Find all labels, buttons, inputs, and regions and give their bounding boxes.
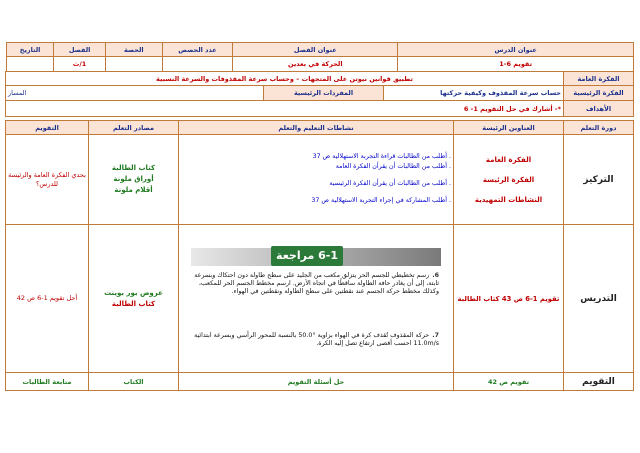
focus-resource-1: كتاب الطالبة	[111, 164, 156, 172]
teaching-stage: التدريس	[564, 225, 634, 373]
assessment-resources: الكتاب	[89, 373, 179, 391]
assessment-header: التقويم	[6, 121, 89, 135]
question-7-text: حركة المقذوف تُقذف كرة في الهواء بزاوية °50.0 بالنسبة للمحور الرأسي وبسرعة ابتدائية 11.0m/s احسب أقصى ارتفاع تصل إليه الكرة.	[194, 331, 439, 347]
chapter-value: الحركة في بعدين	[233, 57, 398, 72]
review-title: 6-1 مراجعة	[271, 246, 343, 266]
focus-resource-3: أقلام ملونة	[114, 186, 153, 194]
focus-activity-4: . أطلب المشاركة في إجراء التجربة الاستهلالية ص 37	[311, 197, 451, 204]
class-header: الحصة	[106, 43, 163, 57]
general-idea-value: تطبيق قوانين نيوتن على المتجهات – وحساب سرعة المقذوفات والسرعة النسبية	[5, 72, 563, 86]
main-idea-label: الفكرة الرئيسية	[564, 86, 634, 101]
learning-cycle-header: دورة التعلم	[564, 121, 634, 135]
lesson-value: تقويم 6-1	[398, 57, 634, 72]
assessment-activities: حل أسئلة التقويم	[179, 373, 454, 391]
focus-heading-intro: النشاطات التمهيدية	[474, 195, 543, 204]
resources-header: مصادر التعلم	[89, 121, 179, 135]
header-table	[6, 42, 634, 72]
vocab-value: المسار	[5, 86, 263, 101]
main-idea-value: حساب سرعة المقذوف وكيفية حركتها	[384, 86, 564, 101]
date-value	[7, 57, 54, 72]
general-idea-label: الفكرة العامة	[564, 72, 634, 86]
lesson-title-header: عنوان الدرس	[398, 43, 634, 57]
focus-activity-1: . أطلب من الطالبات قراءة التجربة الاستهلالية ص 37	[312, 153, 451, 160]
ideas-table	[5, 71, 634, 117]
question-6-number: 6.	[432, 271, 439, 279]
teaching-resource-1: عروض بور بوينت	[104, 288, 163, 297]
activities-header: نشاطات التعليم والتعلم	[179, 121, 454, 135]
focus-activity-3: . أطلب من الطالبات أن يقرأن الفكرة الرئيسية	[329, 180, 451, 187]
review-image	[179, 244, 453, 354]
main-table	[5, 120, 634, 391]
question-7	[191, 332, 439, 348]
teaching-assessment: أحل تقويم 1-6 ص 42	[6, 225, 89, 373]
focus-heading-general: الفكرة العامة	[485, 155, 532, 164]
section-value: 1/ث	[54, 57, 106, 72]
num-classes-value	[162, 57, 233, 72]
class-value	[106, 57, 163, 72]
main-headings-header: العناوين الرئيسة	[454, 121, 564, 135]
question-7-number: 7.	[432, 331, 439, 339]
objectives-label: الأهداف	[564, 101, 634, 117]
date-header: التاريخ	[7, 43, 54, 57]
lesson-plan	[6, 42, 634, 391]
teaching-headings: تقويم 1-6 ص 43 كتاب الطالبة	[454, 225, 564, 373]
section-header: الفصل	[54, 43, 106, 57]
assessment-headings: تقويم ص 42	[454, 373, 564, 391]
objectives-value: *- أشارك في حل التقويم 1- 6	[5, 101, 563, 117]
chapter-title-header: عنوان الفصل	[233, 43, 398, 57]
focus-resource-2: أوراق ملونة	[113, 175, 154, 183]
focus-assessment: بحدي الفكرة العامة والرئيسة للدرس؟	[6, 135, 89, 225]
question-6-text: رسم تخطيطي للجسم الحر يتزلق مكعب من الجليد على سطح طاولة دون احتكاك وبسرعة ثابتة، إلى أن يغادر حافة الطاولة ساقطًا في اتجاه الأرض. ارسم مخطط الجسم الحر للمكعب، وكذلك مخطط حركة الجسم عند نقطتين على سطح الطاولة ونقطتين في الهواء.	[194, 271, 439, 295]
focus-stage: التركيز	[564, 135, 634, 225]
focus-activity-2: . أطلب من الطالبات أن يقرأن الفكرة العامة	[335, 163, 451, 170]
teaching-resource-2: كتاب الطالبة	[111, 299, 156, 308]
assessment-followup: متابعة الطالبات	[6, 373, 89, 391]
question-6	[191, 272, 439, 297]
focus-heading-main: الفكرة الرئيسة	[482, 175, 535, 184]
num-classes-header: عدد الحصص	[162, 43, 233, 57]
vocab-label: المفردات الرئيسية	[264, 86, 384, 101]
assessment-stage: التقويم	[564, 373, 634, 391]
